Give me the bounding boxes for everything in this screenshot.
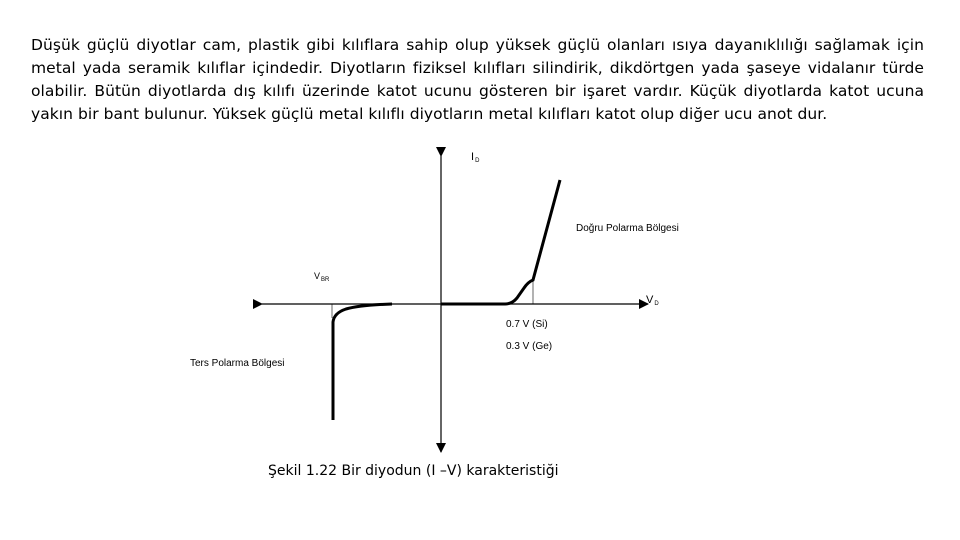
silicon-threshold-label: 0.7 V (Si)	[506, 319, 548, 330]
germanium-threshold-label: 0.3 V (Ge)	[506, 341, 553, 352]
figure-caption: Şekil 1.22 Bir diyodun (I –V) karakteristiği	[268, 463, 559, 479]
forward-conduction-curve	[441, 180, 560, 304]
breakdown-voltage-label: $V_{BR}$	[314, 271, 330, 283]
voltage-axis-label: $V_D$	[646, 294, 659, 307]
intro-paragraph: Düşük güçlü diyotlar cam, plastik gibi kılıflara sahip olup yüksek güçlü olanları ısıya dayanıklılığı sağlamak için metal yada seramik kılıflar içindedir. Diyotların fiziksel kılıfları silindirik, dikdörtgen yada şaseye vidalanır türde olabilir. Bütün diyotlarda dış kılıfı üzerinde katot ucunu gösteren bir işaret vardır. Küçük diyotlarda katot ucuna yakın bir bant bulunur. Yüksek güçlü metal kılıflı diyotların metal kılıfları katot olup diğer ucu anot dur.	[31, 35, 924, 123]
forward-bias-region-label: Doğru Polarma Bölgesi	[576, 223, 679, 234]
current-axis-label: $I_D$	[471, 151, 480, 164]
reverse-breakdown-curve	[333, 304, 392, 420]
reverse-bias-region-label: Ters Polarma Bölgesi	[190, 358, 285, 369]
